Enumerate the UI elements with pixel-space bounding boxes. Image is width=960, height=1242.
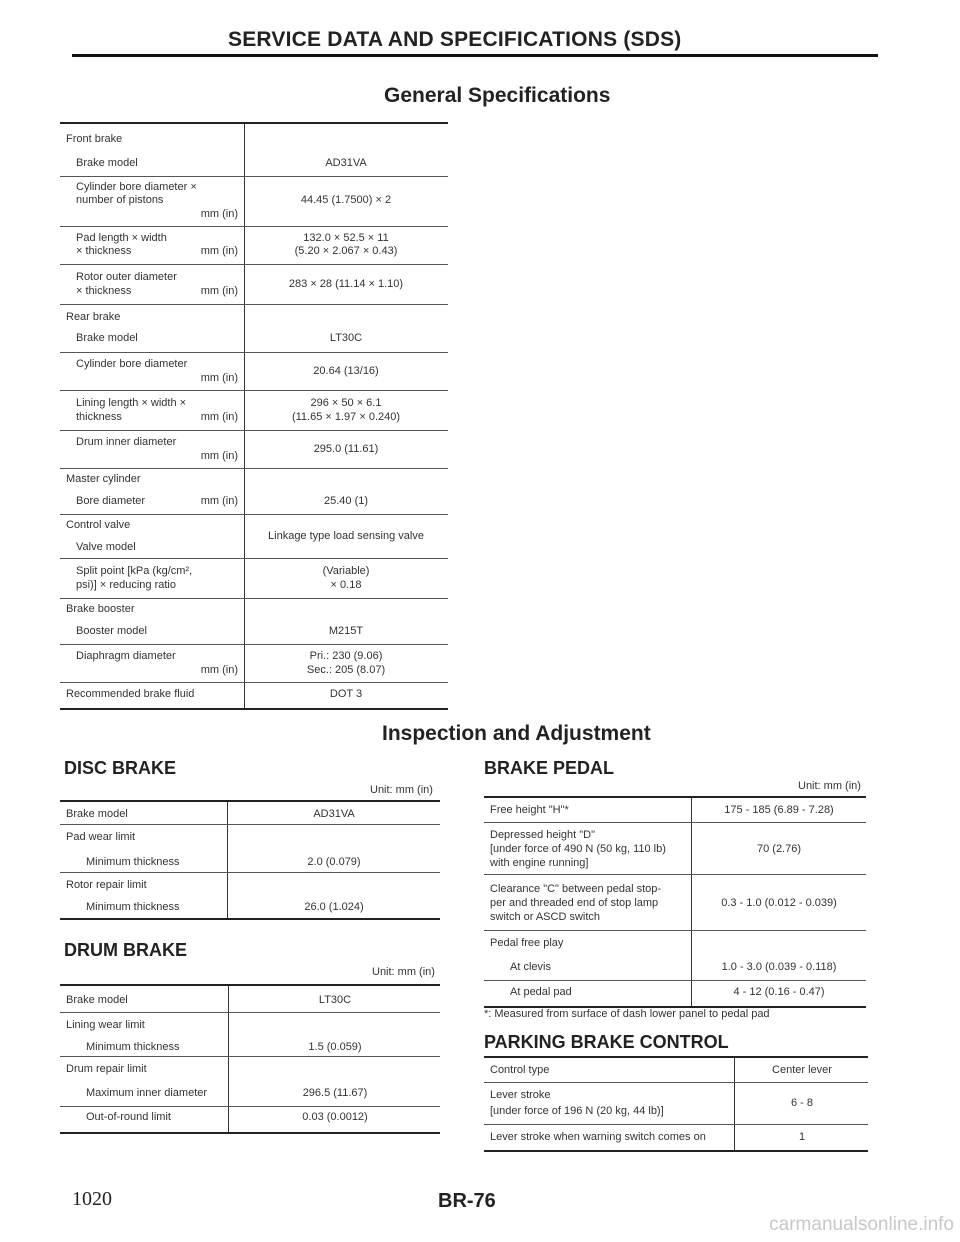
row-label: number of pistons: [76, 194, 164, 206]
table-row: [60, 390, 448, 431]
table-row: [60, 802, 440, 824]
row-value: AD31VA: [313, 808, 355, 820]
row-value: 20.64 (13/16): [313, 365, 379, 377]
row-value: Center lever: [772, 1064, 832, 1076]
row-value: 132.0 × 52.5 × 11: [303, 232, 389, 244]
row-label: Lining wear limit: [66, 1019, 145, 1031]
table-row: [60, 644, 448, 683]
table-row: [60, 1056, 440, 1107]
row-label: Depressed height "D": [490, 829, 596, 841]
row-label: Control type: [490, 1064, 550, 1076]
row-value: (5.20 × 2.067 × 0.43): [294, 245, 398, 257]
table-row: [60, 328, 448, 352]
table-row: [60, 1012, 440, 1057]
row-label: Control valve: [66, 519, 131, 531]
row-value: M215T: [328, 625, 364, 637]
row-label: per and threaded end of stop lamp: [490, 897, 659, 909]
footer-number: 1020: [72, 1188, 112, 1210]
table-row: [484, 1058, 868, 1082]
row-value: 296.5 (11.67): [302, 1087, 368, 1099]
row-label: [76, 565, 192, 578]
table-row: [484, 874, 866, 931]
row-value: 70 (2.76): [756, 843, 802, 855]
row-label: Free height "H"*: [490, 804, 569, 816]
table-row: [484, 980, 866, 1005]
row-label: Rotor repair limit: [66, 879, 147, 891]
row-label: Drum repair limit: [66, 1063, 147, 1075]
row-label: Recommended brake fluid: [66, 688, 195, 700]
row-unit: mm (in): [200, 208, 238, 220]
row-label: switch or ASCD switch: [490, 911, 601, 923]
row-value: (Variable): [322, 565, 370, 577]
row-value: Sec.: 205 (8.07): [306, 664, 386, 676]
row-label: Maximum inner diameter: [86, 1087, 208, 1099]
table-row: [60, 490, 448, 514]
row-label: Pad wear limit: [66, 831, 136, 843]
row-label: with engine running]: [490, 857, 589, 869]
row-value: DOT 3: [329, 688, 363, 700]
table-row: [60, 176, 448, 227]
header-rule: [72, 54, 878, 57]
table-row: [60, 264, 448, 305]
row-label: Out-of-round limit: [86, 1111, 171, 1123]
row-label: Front brake: [66, 133, 123, 145]
brake-pedal-title: BRAKE PEDAL: [484, 758, 615, 778]
row-label: Drum inner diameter: [76, 436, 177, 448]
parking-brake-table: [484, 1056, 868, 1152]
row-label: thickness: [76, 411, 122, 423]
row-value: LT30C: [318, 994, 352, 1006]
row-unit: mm (in): [200, 285, 238, 297]
table-row: [60, 430, 448, 469]
row-value: 1.5 (0.059): [308, 1041, 362, 1053]
table-row: [60, 152, 448, 176]
table-row: [60, 558, 448, 599]
table-row: [484, 930, 866, 981]
watermark: carmanualsonline.info: [769, 1214, 954, 1235]
row-label: Booster model: [76, 625, 147, 637]
row-label: Master cylinder: [66, 473, 141, 485]
row-value: 0.3 - 1.0 (0.012 - 0.039): [721, 897, 837, 909]
table-row: [60, 352, 448, 391]
disc-brake-title: DISC BRAKE: [64, 758, 177, 778]
row-label: [under force of 490 N (50 kg, 110 lb): [490, 843, 666, 855]
row-label: psi)] × reducing ratio: [76, 579, 176, 591]
table-row: [60, 514, 448, 559]
brake-pedal-table: [484, 796, 866, 1008]
row-label: Minimum thickness: [86, 856, 180, 868]
row-label: Brake model: [66, 994, 128, 1006]
row-label-text: Split point [kPa (kg/cm²,: [76, 565, 193, 577]
row-label: Clearance "C" between pedal stop-: [490, 883, 662, 895]
row-label: Brake model: [76, 332, 138, 344]
row-value: × 0.18: [330, 579, 362, 591]
row-label: Minimum thickness: [86, 1041, 180, 1053]
row-label: Bore diameter: [76, 495, 146, 507]
row-value: 175 - 185 (6.89 - 7.28): [724, 804, 834, 816]
disc-brake-table: [60, 800, 440, 920]
brake-pedal-unit: Unit: mm (in): [798, 780, 861, 792]
row-value: 2.0 (0.079): [307, 856, 361, 868]
row-label: Lever stroke when warning switch comes on: [490, 1131, 706, 1143]
row-label: Brake model: [76, 157, 138, 169]
table-row: [60, 872, 440, 917]
row-label: Lever stroke: [490, 1089, 551, 1101]
row-value: Pri.: 230 (9.06): [309, 650, 383, 662]
row-label: Cylinder bore diameter: [76, 358, 188, 370]
row-unit: mm (in): [200, 372, 238, 384]
table-row: [60, 598, 448, 621]
row-label: Rotor outer diameter: [76, 271, 177, 283]
row-value: (11.65 × 1.97 × 0.240): [291, 411, 401, 423]
table-row: [60, 468, 448, 491]
row-label: Brake booster: [66, 603, 135, 615]
table-row: [60, 1106, 440, 1131]
row-label: Brake model: [66, 808, 128, 820]
row-value: 1.0 - 3.0 (0.039 - 0.118): [721, 961, 837, 973]
pedal-footnote: *: Measured from surface of dash lower panel to pedal pad: [484, 1008, 770, 1020]
footer-page-number: BR-76: [438, 1190, 496, 1212]
row-label: Pedal free play: [490, 937, 564, 949]
row-label: × thickness: [76, 245, 132, 257]
table-row: [60, 124, 448, 152]
row-label: At clevis: [510, 961, 551, 973]
row-value: 25.40 (1): [323, 495, 369, 507]
row-unit: mm (in): [200, 664, 238, 676]
row-value: 4 - 12 (0.16 - 0.47): [733, 986, 825, 998]
row-value: 26.0 (1.024): [304, 901, 364, 913]
row-value: AD31VA: [325, 157, 367, 169]
general-spec-table: [60, 122, 448, 710]
row-label: Lining length × width ×: [76, 397, 187, 409]
row-value: Linkage type load sensing valve: [268, 530, 424, 542]
row-value: 0.03 (0.0012): [302, 1111, 368, 1123]
row-label: At pedal pad: [510, 986, 572, 998]
row-label: [under force of 196 N (20 kg, 44 lb)]: [490, 1105, 664, 1117]
parking-brake-title: PARKING BRAKE CONTROL: [484, 1032, 729, 1052]
row-label: Cylinder bore diameter ×: [76, 181, 197, 193]
row-value: LT30C: [329, 332, 363, 344]
row-value: 44.45 (1.7500) × 2: [300, 194, 392, 206]
page-header: SERVICE DATA AND SPECIFICATIONS (SDS): [228, 28, 682, 51]
row-value: 295.0 (11.61): [313, 443, 379, 455]
row-unit: mm (in): [200, 411, 238, 423]
row-value: 1: [798, 1131, 806, 1143]
row-value: 296 × 50 × 6.1: [310, 397, 382, 409]
table-row: [60, 226, 448, 265]
drum-brake-unit: Unit: mm (in): [372, 966, 435, 978]
row-unit: mm (in): [200, 245, 238, 257]
table-row: [60, 304, 448, 329]
row-label: Diaphragm diameter: [76, 650, 176, 662]
table-row: [484, 1124, 868, 1149]
row-label: Rear brake: [66, 311, 121, 323]
table-row: [484, 822, 866, 875]
row-label: × thickness: [76, 285, 132, 297]
row-label: Minimum thickness: [86, 901, 180, 913]
row-unit: mm (in): [200, 450, 238, 462]
general-specifications-title: General Specifications: [384, 84, 611, 107]
row-label: Valve model: [76, 541, 136, 553]
drum-brake-title: DRUM BRAKE: [64, 940, 187, 960]
table-row: [60, 986, 440, 1012]
row-value: 6 - 8: [790, 1097, 813, 1109]
disc-brake-unit: Unit: mm (in): [370, 784, 433, 796]
table-row: [484, 798, 866, 822]
drum-brake-table: [60, 984, 440, 1134]
row-label: Pad length × width: [76, 232, 167, 244]
inspection-title: Inspection and Adjustment: [382, 722, 651, 745]
table-row: [60, 620, 448, 644]
table-row: [484, 1082, 868, 1125]
row-unit: mm (in): [200, 495, 238, 507]
row-value: 283 × 28 (11.14 × 1.10): [288, 278, 404, 290]
table-row: [60, 682, 448, 707]
table-row: [60, 824, 440, 873]
